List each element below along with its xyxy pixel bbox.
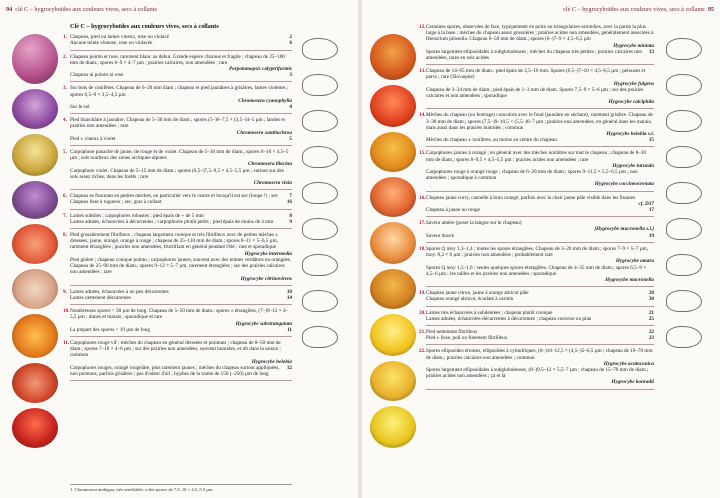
spore-sketch	[302, 74, 338, 96]
lead-goto-number: 13	[648, 48, 654, 55]
lead-divider	[426, 64, 654, 65]
lead-divider	[426, 216, 654, 217]
key-lead	[63, 288, 292, 301]
lead-number: 22.	[419, 348, 426, 355]
lead-divider	[70, 81, 292, 82]
left-photo-column	[6, 32, 64, 453]
lead-option-a	[70, 308, 292, 320]
right-running-head-text: clé C – hygrocyboïdes aux couleurs vives, secs à collants	[563, 6, 705, 13]
key-lead	[419, 194, 654, 214]
lead-goto-number: 22	[648, 328, 654, 335]
lead-option-text: Pied nettement fibrilleux	[426, 328, 478, 335]
lead-option-text: Carpophores jaunes à orangé ; en général avec des mèches noirâtres sur tout le chapeau ; chapeau de 8–30 mm de diam.; spores 8–9,5 × 4,5–5,5 µm ; prairies acides non amendées ; rare	[426, 150, 647, 163]
lead-goto-number: 19	[648, 232, 654, 239]
lead-goto-number: 15	[648, 137, 654, 144]
species-name: Porpolomopsis calyptriformis	[229, 66, 292, 73]
species-name: [Hygrocybe mucronella s.l.]	[594, 226, 654, 233]
species-name: Hygrocybe mucronella	[605, 276, 654, 283]
lead-option-text: Chapeau jaune curry, cannelle à brun orangé, parfois avec la chair jaune pâle visible dans les fissures	[426, 194, 636, 201]
lead-option-text: Chapeau ni pointu ni rose	[70, 72, 124, 79]
lead-goto-number: 25	[648, 315, 654, 322]
species-name: Hygrocybe konradii	[611, 379, 654, 386]
mushroom-photo	[12, 269, 58, 309]
lead-option-text: Spores largement ellipsoïdales à subglobuleuses ; mèches du chapeau très petites ; prairies calcaires non amendées, rares en sols acides	[426, 48, 642, 62]
right-photo-column	[364, 32, 422, 453]
spore-sketch	[302, 38, 338, 60]
key-title: Clé C – hygrocyboïdes aux couleurs vives, secs à collants	[70, 23, 219, 30]
lead-option-text: Chapeau de 3–24 mm de diam.; pied épais de 1–3 mm de diam. Spores 7,5–9 × 5–6 µm ; sur des prairies calcaires et non amendées ; sporadique	[426, 86, 644, 100]
lead-divider	[70, 50, 292, 51]
lead-option-text: Chapeau jaune citron, jaune à orange abricot pâle	[426, 290, 529, 297]
lead-number: 2.	[63, 53, 67, 60]
key-lead	[419, 348, 654, 386]
species-name: Hygrocybe citrinovirens	[240, 275, 292, 282]
key-lead	[419, 68, 654, 106]
lead-number: 9.	[63, 288, 67, 295]
lead-number: 6.	[63, 193, 67, 200]
lead-number: 18.	[419, 245, 426, 252]
left-key-column	[63, 23, 292, 384]
key-lead	[63, 34, 292, 47]
right-lead-list	[419, 24, 654, 390]
lead-option-text: Sur bois de conifères. Chapeau de 6–20 mm diam ; chapeau et pied jaunâtres à grisâtres, lames violettes ; spores 6,5–9 × 3,5–4,5 µm	[70, 85, 289, 98]
lead-goto-number: 5	[289, 135, 292, 142]
lead-option-b	[426, 233, 654, 239]
lead-goto-number: 6	[289, 40, 292, 47]
key-lead	[63, 339, 292, 377]
species-name: Hygrocybe helobia	[251, 358, 292, 365]
lead-option-text: Spores Q moy 1,5–1,6 ; seules quelques spores étranglées. Chapeau de 4–35 mm de diam.; spores 6,5–9 × 4,5–6 µm ; les tailles et les prairies non amendées ; sporadique	[426, 264, 647, 277]
lead-option-text: Lames très échancrées à subdentées ; chapeau plutôt conique	[426, 309, 553, 316]
lead-divider	[70, 209, 292, 210]
mushroom-photo	[370, 222, 416, 264]
lead-number: 4.	[63, 117, 67, 124]
lead-option-text: Pied blanchâtre à jaunâtre. Chapeau de 5–30 mm de diam.; spores (5–)6–7,5 × (3,5–)4–5 µm ; landes et prairies non amendées ; rare	[70, 117, 285, 130]
spore-sketch	[666, 326, 702, 348]
species-name: cf. D37	[638, 200, 654, 207]
lead-option-a	[70, 117, 292, 129]
lead-option-text: Pied grossièrement fibrilleux ; chapeau largement conique et très fibrilleux avec de petites mèches ± dressées, jaune, orangé, orange à rouge ; chapeau de 25–110 mm de diam.; spores 8–11 × 5–6,5 µm, rarement étranglées ; prairies non amendées, fructifiant en général pendant l'été ; rare et sporadique	[70, 232, 279, 251]
lead-option-b	[70, 257, 292, 276]
lead-divider	[426, 108, 654, 109]
lead-goto-number: 23	[648, 335, 654, 342]
spore-sketch	[302, 146, 338, 168]
lead-goto-number: 17	[648, 207, 654, 214]
lead-option-text: Lames adnées, échancrées à un peu décurrentes	[70, 288, 169, 295]
lead-option-text: Chapeau pointu et rose, rarement blanc au début. Grande espèce charnue et fragile ; chapeau de 25–100 mm de diam.; spores 6–9 × 4–7 µm ; prairies calcaires, non amendées ; rare	[70, 53, 285, 66]
lead-option-b	[70, 136, 292, 142]
lead-option-text: Aucune teinte vineuse, rose ou violacée	[70, 40, 153, 47]
key-lead	[63, 193, 292, 206]
lead-option-text: Chapeau lisse à rugueux ; sec, gras à collant	[70, 199, 162, 206]
lead-option-text: Pied ± vineux à violet	[70, 135, 116, 142]
spore-sketch	[666, 182, 702, 204]
lead-number: 14.	[419, 112, 426, 119]
key-lead	[419, 24, 654, 62]
key-lead	[419, 328, 654, 342]
lead-number: 7.	[63, 212, 67, 219]
lead-option-text: Saveur douce	[426, 232, 455, 239]
lead-number: 21.	[419, 328, 426, 335]
mushroom-photo	[370, 361, 416, 401]
lead-goto-number: 8	[289, 212, 292, 219]
lead-option-b	[70, 327, 292, 333]
lead-option-text: Pied ± lisse, poli ou finement fibrilleux	[426, 335, 508, 342]
lead-option-b	[426, 335, 654, 341]
spore-sketch	[666, 74, 702, 96]
right-sketch-column	[662, 32, 706, 362]
lead-goto-number: 10	[286, 288, 292, 295]
lead-option-text: La plupart des spores < 10 µm de long	[70, 326, 150, 333]
key-lead	[419, 112, 654, 144]
lead-option-a	[70, 149, 292, 161]
lead-option-text: Chapeau orangé abricot, écarlate à carmin	[426, 296, 514, 303]
spore-sketch	[302, 326, 338, 348]
lead-goto-number: 30	[648, 296, 654, 303]
lead-goto-number: 14	[286, 294, 292, 301]
lead-divider	[426, 286, 654, 287]
lead-divider	[70, 380, 292, 381]
lead-option-text: Lames adnées, échancrées à décurrentes ; carpophores plutôt petits ; pied épais de moins de 4 mm	[70, 218, 274, 225]
key-lead	[419, 309, 654, 322]
mushroom-photo	[370, 85, 416, 127]
lead-option-b	[70, 219, 292, 225]
mushroom-photo	[12, 34, 58, 84]
lead-divider	[426, 191, 654, 192]
lead-option-b	[70, 199, 292, 205]
lead-divider	[70, 228, 292, 229]
left-lead-list	[63, 34, 292, 381]
spore-sketch	[666, 254, 702, 276]
lead-option-text: Spores largement ellipsoïdales à subglobuleuses, (8–)9,5–12 × 5,5–7 µm ; chapeau de 15–70 mm de diam.; prairies acides non amendées ; çà et là	[426, 366, 649, 380]
lead-option-b	[70, 295, 292, 301]
lead-divider	[70, 145, 292, 146]
left-running-head-text: clé C – hygrocyboïdes aux couleurs vives, secs à collants	[15, 6, 157, 13]
mushroom-photo	[370, 269, 416, 309]
lead-option-b	[70, 104, 292, 110]
lead-goto-number: 7	[289, 193, 292, 200]
lead-option-text: Chapeau à jaune ou rouge	[426, 207, 480, 214]
mushroom-photo	[12, 224, 58, 264]
mushroom-photo	[12, 363, 58, 403]
lead-option-b	[426, 296, 654, 302]
key-lead	[419, 290, 654, 303]
left-page	[0, 0, 358, 498]
key-lead	[419, 220, 654, 239]
lead-option-text: Spores ellipsoïdes étroites, ellipsoïdes à cylindriques, (8–)10–12,5 × (4,5–)5–6,5 µm ; chapeau de 10–70 mm de diam.; prairies calcaires non amendées ; commun	[426, 348, 653, 361]
lead-divider	[70, 304, 292, 305]
species-name: Chromosera lilacina	[248, 161, 292, 168]
lead-option-b	[70, 72, 292, 78]
spore-sketch	[302, 182, 338, 204]
lead-goto-number: 2	[289, 34, 292, 41]
mushroom-photo	[12, 314, 58, 358]
right-running-head	[563, 6, 714, 13]
lead-number: 15.	[419, 150, 426, 157]
species-name: Chromosera viola	[253, 180, 292, 187]
species-name: Hygrocybe fulgens	[613, 80, 654, 87]
species-name: Hygrocybe helobia s.l.	[606, 131, 654, 138]
lead-option-a	[426, 246, 654, 258]
key-lead	[63, 232, 292, 282]
lead-option-b	[426, 207, 654, 213]
lead-option-b	[426, 367, 654, 379]
spore-sketch	[302, 218, 338, 240]
lead-number: 13.	[419, 68, 426, 75]
lead-option-text: Nombreuses spores > 30 µm de long. Chapeau de 5–50 mm de diam.; spores ± étranglées, (7–)9–12 × 4–5,5 µm ; dunes et marais ; sporadique et rare	[70, 308, 289, 321]
lead-option-b	[426, 137, 654, 143]
lead-option-text: Carpophores rouges, orangé rougeâtre, plus rarement jaunes ; mèches du chapeau surtout appliquées, non pointues, parfois grisâtres ; pas d'odeur d'ail ; hyphes de la trame de 150 (–250) µm de long	[70, 364, 280, 377]
mushroom-photo	[12, 134, 58, 176]
spore-sketch	[302, 254, 338, 276]
key-lead	[63, 117, 292, 142]
species-name: Hygrocybe acutoconica	[603, 360, 654, 367]
spore-sketch	[666, 38, 702, 60]
mushroom-photo	[12, 408, 58, 448]
right-key-column	[419, 24, 654, 393]
lead-option-a	[70, 340, 292, 359]
lead-goto-number: 16	[286, 199, 292, 206]
lead-option-a	[426, 348, 654, 360]
lead-option-b	[426, 169, 654, 181]
lead-divider	[426, 389, 654, 390]
lead-option-text: Lames adnées, échancrées-décurrentes à décurrentes ; chapeau convexe ou plan	[426, 315, 592, 322]
key-lead	[63, 85, 292, 111]
species-name: Hygrocybe amara	[615, 258, 654, 265]
species-name: Chromosera cyanophylla	[238, 97, 292, 104]
species-name: Hygrocybe substrangulata	[235, 320, 292, 327]
key-lead	[63, 308, 292, 333]
lead-option-b	[426, 49, 654, 61]
lead-goto-number: 12	[286, 364, 292, 371]
lead-option-a	[70, 232, 292, 251]
lead-option-text: Carpophore panaché de jaune, de rouge et de violet. Chapeau de 5–30 mm de diam.; spores 8–10 × 4,5–5 µm ; sols tourbeux des zones arctiques-alpines	[70, 149, 289, 162]
lead-option-text: Mèches du chapeau ± noirâtres, au moins au centre du chapeau	[426, 137, 557, 144]
mushroom-photo	[370, 177, 416, 217]
lead-option-b	[426, 265, 654, 277]
lead-option-text: Lames nettement décurrentes	[70, 294, 131, 301]
lead-goto-number: 9	[289, 218, 292, 225]
left-footnote: 1. Chromosera ambigua, très semblable, a des spores de 7,5–10 × 4,5–5,5 µm.	[70, 484, 292, 492]
lead-option-text: Carpophore violet. Chapeau de 5–15 mm de diam.; spores (6,5–)7,5–9,5 × 4,5–5,5 µm ; surtout sur des sols assez riches, dans les forêts ; rare	[70, 167, 284, 180]
lead-number: 11.	[63, 339, 70, 346]
lead-option-text: Certaines spores, observées de face, typiquement en poire ou triangulaires-arrondies, avec la partie la plus large à la base ; mèches du chapeau assez grossières ; prairies acides non amendées, généralement associées à Hieracium pilosella. Chapeau 6–50 mm de diam.; spores (6–)7–9 × 4,5–6,5 µm	[426, 24, 654, 43]
lead-option-text: Chapeau de 14–65 mm de diam.; pied épais de 2,5–16 mm. Spores (6,5–)7–10 × 4,5–6,5 µm ; pelouses et parcs ; rare (Slovaquie)	[426, 68, 646, 81]
spore-sketch	[666, 290, 702, 312]
lead-option-text: Spores Q moy 1,3–1,4 ; toutes les spores étranglées. Chapeau de 3–20 mm de diam.; spores 7–9 × 5–7 µm, moy. 8,2 × 6 µm ; prairies non amendées ; probablement rare	[426, 245, 649, 259]
lead-number: 19.	[419, 290, 426, 297]
lead-goto-number: 11	[287, 326, 292, 333]
lead-option-a	[70, 85, 292, 97]
species-name: Hygrocybe miniata	[613, 42, 654, 49]
species-name: Hygrocybe coccineocrenata	[594, 181, 654, 188]
lead-option-a	[426, 150, 654, 162]
lead-option-b	[426, 87, 654, 99]
lead-option-text: Lames subtiles ; carpophores robustes ; pied épais de + de 5 mm	[70, 212, 204, 219]
lead-option-text: Mèches du chapeau (ou feutrage) concolore avec le fond (jaunâtre en séchant), rarement grisâtre. Chapeau de 3–30 mm de diam.; spores (7,5–)9–10,5 × (5,5–)6–7 µm ; prairies non amendées, en général dans les marais, mais aussi dans les prairies humides ; commun	[426, 112, 653, 131]
left-running-head	[6, 6, 157, 13]
lead-option-a	[70, 54, 292, 66]
spore-sketch	[666, 146, 702, 168]
lead-number: 16.	[419, 194, 426, 201]
lead-divider	[70, 336, 292, 337]
lead-option-text: Sur le sol	[70, 104, 90, 111]
lead-option-text: Saveur amère (poser la langue sur le chapeau)	[426, 220, 522, 227]
spore-sketch	[666, 110, 702, 132]
lead-option-a	[426, 112, 654, 131]
lead-divider	[70, 189, 292, 190]
lead-goto-number: 20	[648, 290, 654, 297]
mushroom-photo	[370, 34, 416, 80]
key-lead	[63, 212, 292, 225]
spore-sketch	[666, 218, 702, 240]
lead-option-text: Carpophores rouge vif ; mèches du chapeau en général dressées et pointues ; chapeau de 8–50 mm de diam.; spores 7–10 × 4–6 µm ; sur des prairies non amendées, souvent humides, et tôt dans la saison ; commun	[70, 339, 281, 359]
mushroom-photo	[370, 314, 416, 356]
lead-number: 5.	[63, 149, 67, 156]
lead-goto-number: 3	[289, 72, 292, 79]
lead-divider	[70, 113, 292, 114]
lead-number: 17.	[419, 220, 426, 227]
mushroom-photo	[12, 89, 58, 129]
mushroom-photo	[370, 406, 416, 448]
species-name: Chromosera xanthochroa	[236, 129, 292, 136]
spore-sketch	[302, 290, 338, 312]
lead-option-a	[426, 24, 654, 43]
key-lead	[63, 149, 292, 187]
lead-goto-number: 4	[289, 104, 292, 111]
mushroom-photo	[370, 132, 416, 172]
lead-divider	[426, 306, 654, 307]
lead-option-b	[70, 168, 292, 180]
right-page	[362, 0, 720, 498]
lead-divider	[426, 146, 654, 147]
lead-number: 12.	[419, 24, 426, 30]
lead-number: 3.	[63, 85, 67, 92]
lead-option-text: Carpophores rouge à orangé rouge ; chapeau de 6–20 mm de diam.; spores 9–11,5 × 5,5–6,5 µm ; non amendées ; sporadique à commun	[426, 169, 638, 182]
key-lead	[419, 245, 654, 283]
left-page-number: 94	[6, 6, 13, 13]
lead-divider	[426, 242, 654, 243]
key-lead	[63, 53, 292, 79]
species-name: Hygrocybe calciphila	[608, 99, 654, 106]
lead-goto-number: 21	[648, 309, 654, 316]
lead-option-text: Chapeau, pied ou lames vineux, rose ou violacé	[70, 34, 169, 41]
key-lead	[419, 150, 654, 188]
lead-number: 10.	[63, 308, 70, 315]
left-sketch-column	[298, 32, 342, 362]
spore-sketch	[302, 110, 338, 132]
right-page-number: 95	[707, 6, 714, 13]
lead-divider	[70, 285, 292, 286]
lead-option-b	[426, 316, 654, 322]
lead-option-a	[426, 195, 654, 201]
lead-number: 1.	[63, 34, 67, 41]
species-name: Hygrocybe intermedia	[244, 250, 292, 257]
lead-option-b	[70, 40, 292, 46]
species-name: Hygrocybe turunda	[612, 162, 654, 169]
lead-option-a	[426, 68, 654, 80]
mushroom-photo	[12, 181, 58, 219]
lead-divider	[426, 325, 654, 326]
lead-divider	[426, 344, 654, 345]
lead-option-text: Chapeau se fissurant en petites mèches, en particulier vers le centre et lorsqu'il est sec (loupe !) ; sec	[70, 193, 278, 200]
lead-number: 8.	[63, 232, 67, 239]
lead-option-b	[70, 365, 292, 377]
lead-number: 20.	[419, 309, 426, 316]
lead-option-text: Pied glabre ; chapeau conique pointu ; carpophores jaunes, souvent avec des teintes verdâtres ou orangées. Chapeau de 25–90 mm de diam.; spores 9–12 × 5–7 µm, rarement étranglées ; sur des prairies calcaires non amendées ; rare	[70, 256, 292, 276]
